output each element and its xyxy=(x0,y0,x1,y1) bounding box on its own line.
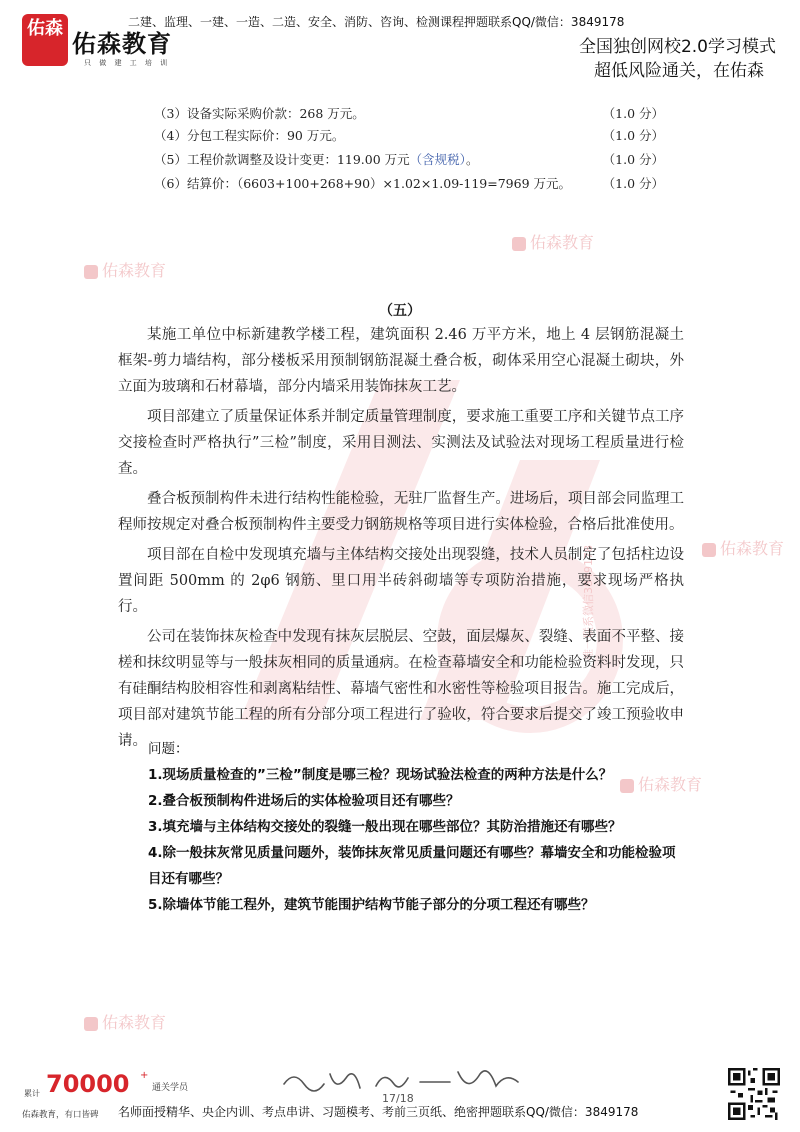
case-paragraph: 项目部建立了质量保证体系并制定质量管理制度，要求施工重要工序和关键节点工序交接检查时严格执行”三检”制度，采用目测法、实测法及试验法对现场工程质量进行检查。 xyxy=(118,409,684,477)
calc-line: （4）分包工程实际价：90 万元。 （1.0 分） xyxy=(154,128,664,143)
question-item: 4.除一般抹灰常见质量问题外，装饰抹灰常见质量问题还有哪些？幕墙安全和功能检验项目还有哪些？ xyxy=(148,845,676,887)
question-item: 2.叠合板预制构件进场后的实体检验项目还有哪些？ xyxy=(148,793,460,809)
top-advert-line: 二建、监理、一建、一造、二造、安全、消防、咨询、检测课程押题联系QQ/微信：3849178 xyxy=(128,15,625,29)
section-title: （五） xyxy=(379,303,421,319)
footer-count-prefix: 累计 xyxy=(24,1089,40,1098)
footer-sub-slogan: 佑森教育，有口皆碑 xyxy=(22,1110,99,1120)
calc-line: （5）工程价款调整及设计变更：119.00 万元（含规税）。 （1.0 分） xyxy=(154,152,664,167)
brand-slogan: 只 做 建 工 培 训 xyxy=(84,59,171,67)
case-paragraph: 项目部在自检中发现填充墙与主体结构交接处出现裂缝，技术人员制定了包括柱边设置间距 500mm 的 2φ6 钢筋、里口用半砖斜砌墙等专项防治措施，要求现场严格执行。 xyxy=(118,547,684,615)
tagline-primary: 全国独创网校2.0学习模式 xyxy=(578,37,776,57)
logo-icon: 佑森 xyxy=(22,14,68,66)
page-number: 17/18 xyxy=(382,1092,414,1105)
questions-block xyxy=(148,736,684,918)
watermark-brand: 佑森教育 xyxy=(512,230,594,253)
brand-name: 佑森教育 xyxy=(72,30,172,58)
watermark-brand: 佑森教育 xyxy=(702,536,784,559)
questions-heading: 问题： xyxy=(148,741,189,757)
watermark-brand: 佑森教育 xyxy=(620,772,702,795)
case-paragraph: 公司在装饰抹灰检查中发现有抹灰层脱层、空鼓，面层爆灰、裂缝、表面不平整、接槎和抹纹明显等与一般抹灰相同的质量通病。在检查幕墙安全和功能检验资料时发现，只有硅酮结构胶相容性和剥离粘结性、幕墙气密性和水密性等检验项目报告。施工完成后，项目部对建筑节能工程的所有分部分项工程进行了验收，符合要求后提交了竣工预验收申请。 xyxy=(118,629,684,749)
calc-note: （含规税） xyxy=(409,152,466,167)
footer-count-plus: + xyxy=(140,1070,149,1081)
case-paragraph: 叠合板预制构件未进行结构性能检验，无驻厂监督生产。进场后，项目部会同监理工程师按规定对叠合板预制构件主要受力钢筋规格等项目进行实体检验，合格后批准使用。 xyxy=(118,491,684,533)
tagline-secondary: 超低风险通关，在佑森 xyxy=(594,61,764,81)
footer-count-value: 70000 xyxy=(46,1070,130,1098)
watermark-brand: 佑森教育 xyxy=(84,1010,166,1033)
case-paragraph: 某施工单位中标新建教学楼工程，建筑面积 2.46 万平方米，地上 4 层钢筋混凝土框架-剪力墙结构，部分楼板采用预制钢筋混凝土叠合板，砌体采用空心混凝土砌块，外立面为玻璃和石材幕墙，部分内墙采用装饰抹灰工艺。 xyxy=(118,327,684,395)
question-item: 3.填充墙与主体结构交接处的裂缝一般出现在哪些部位？其防治措施还有哪些？ xyxy=(148,819,622,835)
watermark-brand: 佑森教育 xyxy=(84,258,166,281)
watermark-vertical-contact: 唯一联系微信3849178 xyxy=(582,545,595,660)
footer-count-suffix: 通关学员 xyxy=(152,1083,189,1093)
question-item: 5.除墙体节能工程外，建筑节能围护结构节能子部分的分项工程还有哪些？ xyxy=(148,897,595,913)
qr-code-icon xyxy=(728,1068,780,1120)
case-body xyxy=(118,322,684,758)
question-item: 1.现场质量检查的”三检”制度是哪三检？现场试验法检查的两种方法是什么？ xyxy=(148,767,613,783)
footer-advert-line: 名师面授精华、央企内训、考点串讲、习题模考、考前三页纸、绝密押题联系QQ/微信：3849178 xyxy=(118,1105,639,1119)
calc-line: （3）设备实际采购价款：268 万元。 （1.0 分） xyxy=(154,106,664,121)
calc-line: （6）结算价：（6603+100+268+90）×1.02×1.09-119=7969 万元。 （1.0 分） xyxy=(154,176,664,191)
